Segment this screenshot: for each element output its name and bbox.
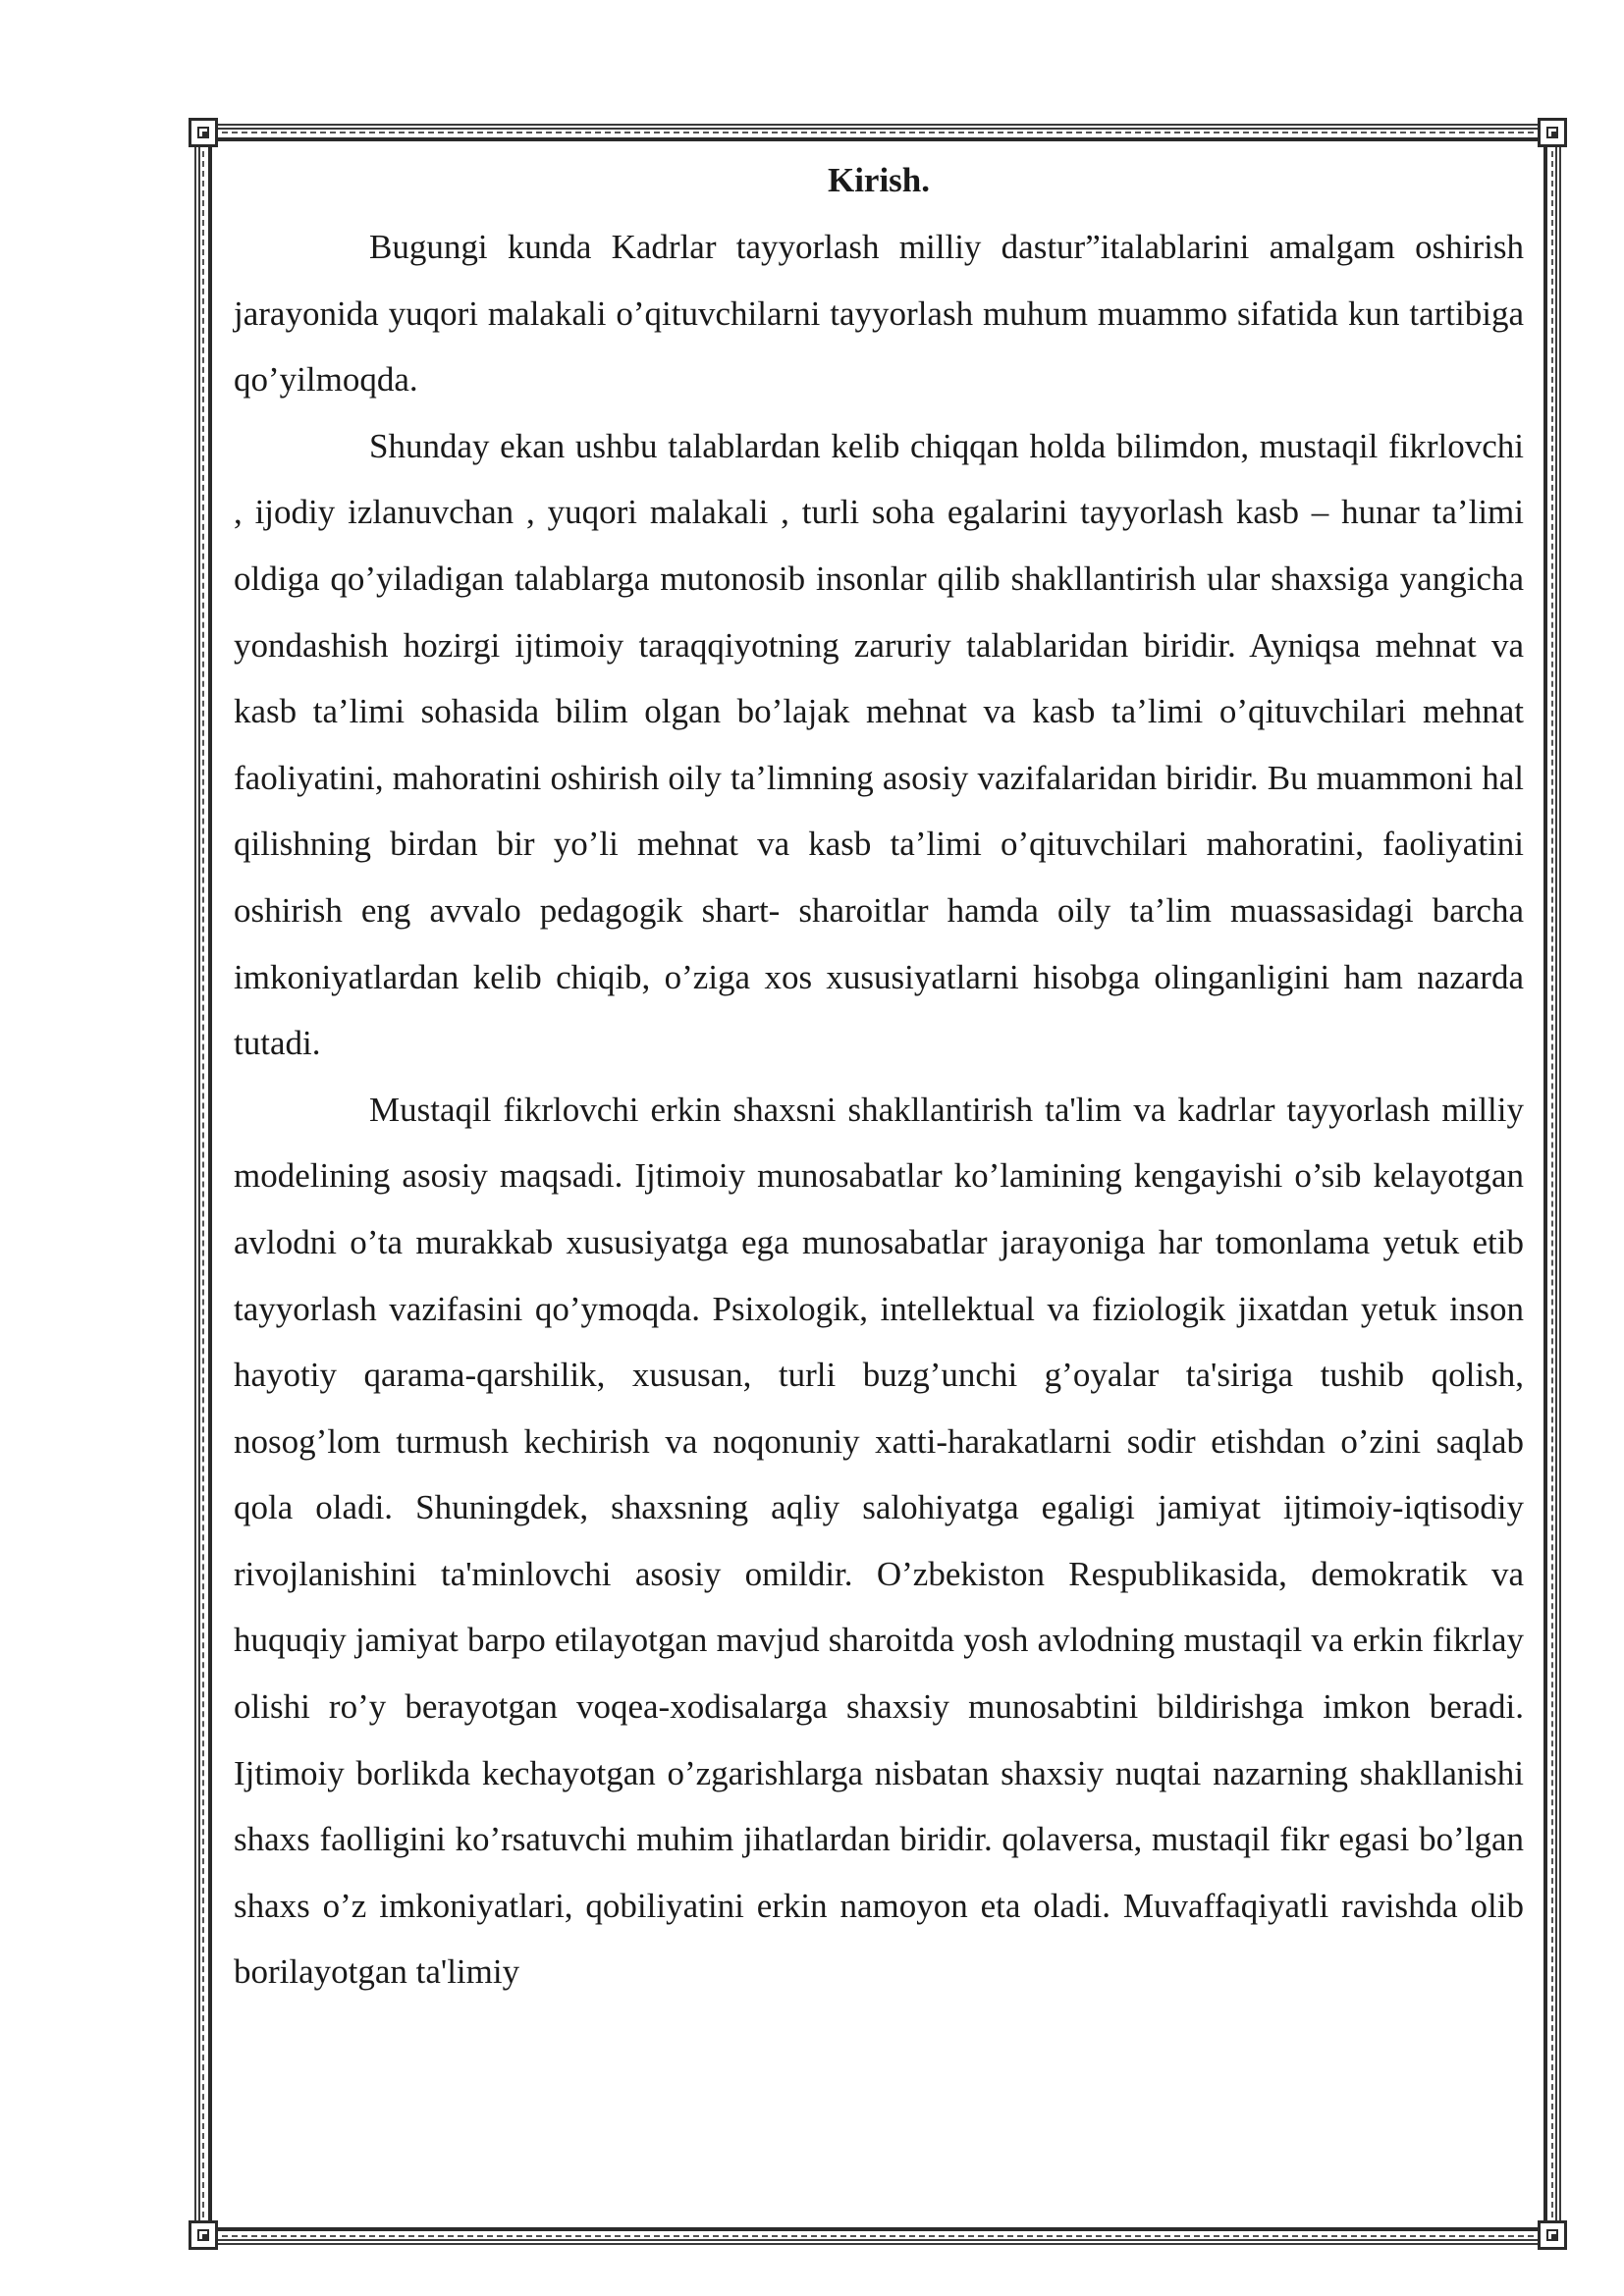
- corner-ornament-icon: [189, 2220, 218, 2250]
- document-title: Kirish.: [827, 161, 931, 199]
- corner-ornament-icon: [189, 118, 218, 147]
- paragraph: Shunday ekan ushbu talablardan kelib chiqqan holda bilimdon, mustaqil fikrlovchi , ijodiy izlanuvchan , yuqori malakali , turli soha egalarini tayyorlash kasb – hunar ta’limi oldiga qo’yiladigan talablarga mutonosib insonlar qilib shakllantirish ular shaxsiga yangicha yondashish hozirgi ijtimoiy taraqqiyotning zaruriy talablaridan biridir. Ayniqsa mehnat va kasb ta’limi sohasida bilim olgan bo’lajak mehnat va kasb ta’limi o’qituvchilari mehnat faoliyatini, mahoratini oshirish oily ta’limning asosiy vazifalaridan biridir. Bu muammoni hal qilishning birdan bir yo’li mehnat va kasb ta’limi o’qituvchilari mahoratini, faoliyatini oshirish eng avvalo pedagogik shart- sharoitlar hamda oily ta’lim muassasidagi barcha imkoniyatlardan kelib chiqib, o’ziga xos xususiyatlarni hisobga olinganligini ham nazarda tutadi.: [234, 426, 1524, 1063]
- corner-ornament-icon: [1538, 118, 1567, 147]
- paragraph: Mustaqil fikrlovchi erkin shaxsni shakllantirish ta'lim va kadrlar tayyorlash milliy modelining asosiy maqsadi. Ijtimoiy munosabatlar ko’lamining kengayishi o’sib kelayotgan avlodni o’ta murakkab xususiyatga ega munosabatlar jarayoniga har tomonlama yetuk etib tayyorlash vazifasini qo’ymoqda. Psixologik, intellektual va fiziologik jixatdan yetuk inson hayotiy qarama-qarshilik, xususan, turli buzg’unchi g’oyalar ta'siriga tushib qolish, nosog’lom turmush kechirish va noqonuniy xatti-harakatlarni sodir etishdan o’zini saqlab qola oladi. Shuningdek, shaxsning aqliy salohiyatga egaligi jamiyat ijtimoiy-iqtisodiy rivojlanishini ta'minlovchi asosiy omildir. O’zbekiston Respublikasida, demokratik va huquqiy jamiyat barpo etilayotgan mavjud sharoitda yosh avlodning mustaqil va erkin fikrlay olishi ro’y berayotgan voqea-xodisalarga shaxsiy munosabtini bildirishga imkon beradi. Ijtimoiy borlikda kechayotgan o’zgarishlarga nisbatan shaxsiy nuqtai nazarning shakllanishi shaxs faolligini ko’rsatuvchi muhim jihatlardan biridir. qolaversa, mustaqil fikr egasi bo’lgan shaxs o’z imkoniyatlari, qobiliyatini erkin namoyon eta oladi. Muvaffaqiyatli ravishda olib borilayotgan ta'limiy: [234, 1090, 1524, 1992]
- document-body: [234, 147, 1524, 2005]
- corner-ornament-icon: [1538, 2220, 1567, 2250]
- paragraph: Bugungi kunda Kadrlar tayyorlash milliy dastur”italablarini amalgam oshirish jarayonida yuqori malakali o’qituvchilarni tayyorlash muhum muammo sifatida kun tartibiga qo’yilmoqda.: [234, 228, 1524, 400]
